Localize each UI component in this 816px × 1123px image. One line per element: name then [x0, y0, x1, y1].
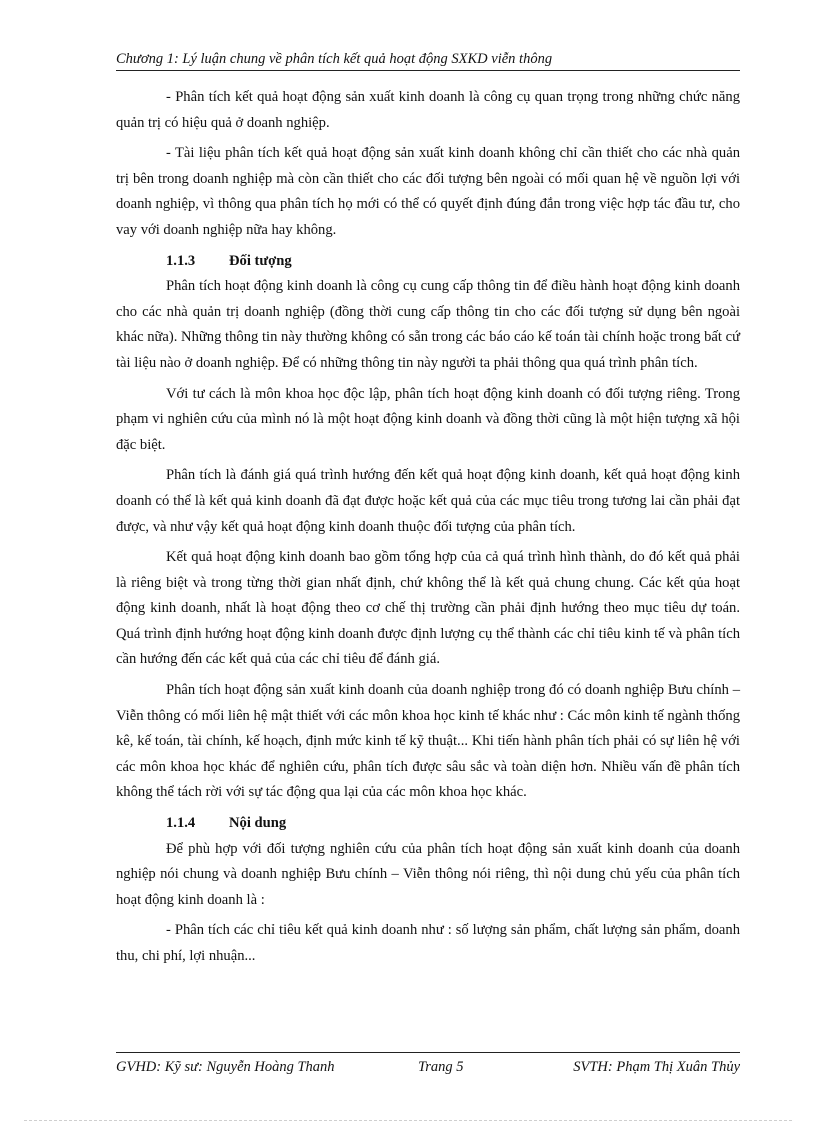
paragraph: Phân tích là đánh giá quá trình hướng đến kết quả hoạt động kinh doanh, kết quả hoạt động kinh doanh có thể là kết quả kinh doanh đã đạt được hoặc kết quả của các mục tiêu trong tương lai cần phải đạt được, và như vậy kết quả hoạt động kinh doanh thuộc đối tượng của phân tích. — [116, 467, 740, 535]
paragraph: Với tư cách là môn khoa học độc lập, phân tích hoạt động kinh doanh có đối tượng riêng. Trong phạm vi nghiên cứu của mình nó là một hoạt động kinh doanh và đồng thời cũng là một hiện tượng xã hội đặc biệt. — [116, 385, 740, 453]
paragraph: Để phù hợp với đối tượng nghiên cứu của phân tích hoạt động sản xuất kinh doanh của doanh nghiệp nói chung và doanh nghiệp Bưu chính – Viễn thông nói riêng, thì nội dung chủ yếu của phân tích hoạt động kinh doanh là : — [116, 840, 740, 908]
paragraph: - Phân tích kết quả hoạt động sản xuất kinh doanh là công cụ quan trọng trong những chức năng quản trị có hiệu quả ở doanh nghiệp. — [116, 89, 740, 131]
supervisor-label: GVHD: Kỹ sư: Nguyễn Hoàng Thanh — [116, 1059, 335, 1075]
paragraph: Phân tích hoạt động sản xuất kinh doanh của doanh nghiệp trong đó có doanh nghiệp Bưu chính – Viễn thông có mối liên hệ mật thiết với các môn khoa học kinh tế khác như : Các môn kinh tế ngành thống kê, kế toán, tài chính, kế hoạch, định mức kinh tế kỹ thuật... Khi tiến hành phân tích phải có sự liên hệ với các môn khoa học khác để nghiên cứu, phân tích được sâu sắc và toàn diện hơn. Nhiều vấn đề phân tích không thể tách rời với sự tác động qua lại của các môn khoa học khác. — [116, 682, 740, 801]
section-number: 1.1.3 — [166, 252, 196, 269]
paragraph: - Tài liệu phân tích kết quả hoạt động sản xuất kinh doanh không chỉ cần thiết cho các nhà quản trị bên trong doanh nghiệp mà còn cần thiết cho các đối tượng bên ngoài có mối quan hệ về nguồn lợi với doanh nghiệp, vì thông qua phân tích họ mới có thể có quyết định đúng đắn trong việc hợp tác đầu tư, cho vay với doanh nghiệp nữa hay không. — [116, 145, 740, 238]
page-edge-line — [24, 1120, 792, 1121]
student-label: SVTH: Phạm Thị Xuân Thủy — [573, 1059, 740, 1075]
section-heading-1-1-4 — [116, 811, 740, 837]
page-number: Trang 5 — [418, 1059, 464, 1075]
section-heading-1-1-3 — [116, 249, 740, 275]
page-body — [116, 85, 740, 975]
paragraph: Phân tích hoạt động kinh doanh là công cụ cung cấp thông tin để điều hành hoạt động kinh doanh cho các nhà quản trị doanh nghiệp (đồng thời cung cấp thông tin cho các đối tượng sử dụng bên ngoài khác nữa). Những thông tin này thường không có sẵn trong các báo cáo kế toán tài chính hoặc trong bất cứ tài liệu nào ở doanh nghiệp. Để có những thông tin này người ta phải thông qua quá trình phân tích. — [116, 278, 740, 371]
page-header — [116, 50, 740, 68]
header-divider — [116, 70, 740, 71]
paragraph: Kết quả hoạt động kinh doanh bao gồm tổng hợp của cả quá trình hình thành, do đó kết quả phải là riêng biệt và trong từng thời gian nhất định, chứ không thể là kết quả chung chung. Các kết qủa hoạt động kinh doanh, nhất là hoạt động theo cơ chế thị trường cần phải định hướng theo mục tiêu dự toán. Quá trình định hướng hoạt động kinh doanh được định lượng cụ thể thành các chỉ tiêu kinh tế và phân tích cần hướng đến các kết quả của các chỉ tiêu để đánh giá. — [116, 549, 740, 668]
section-number: 1.1.4 — [166, 815, 196, 832]
footer-divider — [116, 1052, 740, 1053]
chapter-title: Chương 1: Lý luận chung về phân tích kết quả hoạt động SXKD viễn thông — [116, 51, 553, 67]
section-title: Nội dung — [229, 815, 287, 832]
section-title: Đối tượng — [229, 252, 292, 269]
paragraph: - Phân tích các chỉ tiêu kết quả kinh doanh như : số lượng sản phẩm, chất lượng sản phẩm, doanh thu, chi phí, lợi nhuận... — [116, 922, 740, 964]
